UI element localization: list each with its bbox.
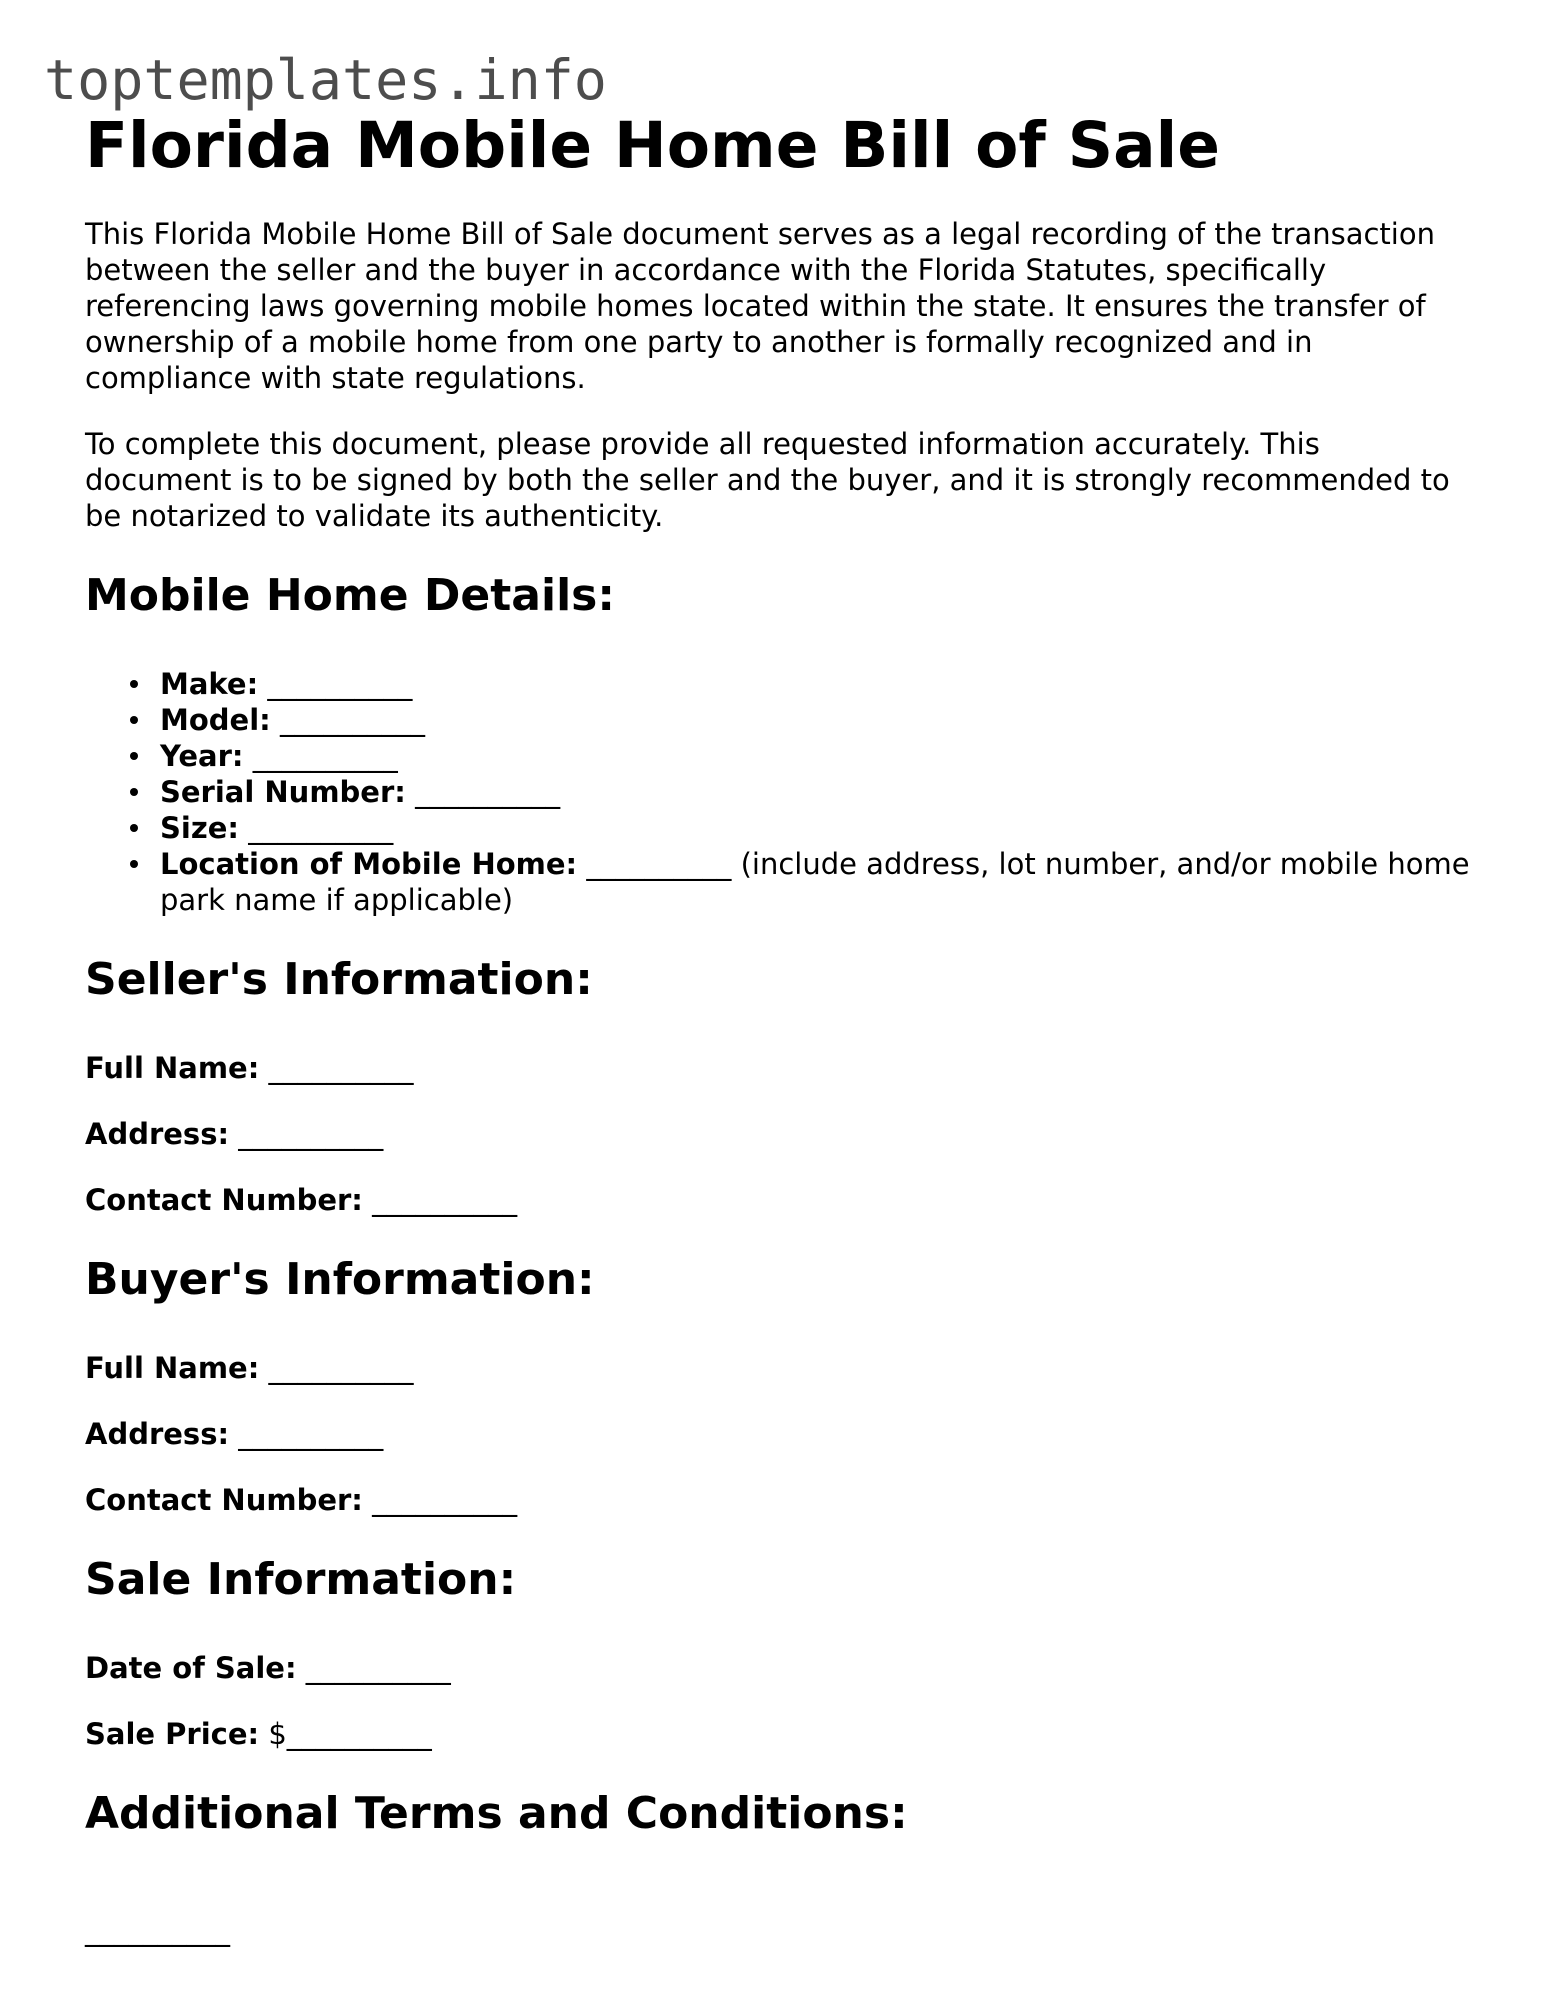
sale-price-blank[interactable]: __________: [286, 1717, 432, 1751]
location-note: (include address, lot number, and/or mobile home park name if applicable): [160, 847, 1470, 917]
sale-price-field: [85, 1716, 1475, 1752]
model-blank[interactable]: __________: [279, 703, 425, 737]
additional-terms-blank[interactable]: __________: [85, 1913, 230, 1947]
serial-number-label: Serial Number:: [160, 775, 406, 809]
watermark: toptemplates.info: [44, 48, 607, 112]
seller-full-name-blank[interactable]: __________: [268, 1051, 414, 1085]
size-blank[interactable]: __________: [248, 811, 394, 845]
make-blank[interactable]: __________: [267, 667, 413, 701]
sale-information-heading: Sale Information:: [85, 1554, 517, 1605]
size-label: Size:: [160, 811, 239, 845]
location-label: Location of Mobile Home:: [160, 847, 578, 881]
document-page: [85, 106, 1475, 1948]
buyer-full-name-field: [85, 1350, 1475, 1386]
list-item-year: [160, 738, 1475, 774]
list-item-location: [160, 846, 1475, 918]
serial-number-blank[interactable]: __________: [415, 775, 561, 809]
seller-full-name-field: [85, 1050, 1475, 1086]
make-label: Make:: [160, 667, 259, 701]
buyer-contact-blank[interactable]: __________: [372, 1483, 518, 1517]
seller-address-label: Address:: [85, 1117, 230, 1151]
buyer-full-name-blank[interactable]: __________: [268, 1351, 414, 1385]
seller-address-field: [85, 1116, 1475, 1152]
intro-paragraph: This Florida Mobile Home Bill of Sale document serves as a legal recording of the transaction between the seller and the buyer in accordance with the Florida Statutes, specifically referencing laws governing mobile homes located within the state. It ensures the transfer of ownership of a mobile home from one party to another is formally recognized and in compliance with state regulations.: [85, 217, 1435, 395]
mobile-home-details-list: [85, 666, 1475, 918]
list-item-size: [160, 810, 1475, 846]
date-of-sale-label: Date of Sale:: [85, 1651, 297, 1685]
list-item-serial-number: [160, 774, 1475, 810]
seller-contact-blank[interactable]: __________: [372, 1183, 518, 1217]
dollar-sign: $: [268, 1717, 287, 1751]
buyer-address-blank[interactable]: __________: [238, 1417, 384, 1451]
mobile-home-details-heading: Mobile Home Details:: [85, 570, 615, 621]
buyer-information-heading: Buyer's Information:: [85, 1254, 595, 1305]
buyer-contact-label: Contact Number:: [85, 1483, 363, 1517]
seller-full-name-label: Full Name:: [85, 1051, 260, 1085]
list-item-model: [160, 702, 1475, 738]
buyer-contact-field: [85, 1482, 1475, 1518]
location-blank[interactable]: __________: [586, 847, 732, 881]
document-title: Florida Mobile Home Bill of Sale: [85, 109, 1220, 182]
year-label: Year:: [160, 739, 244, 773]
date-of-sale-blank[interactable]: __________: [305, 1651, 451, 1685]
sale-price-label: Sale Price:: [85, 1717, 260, 1751]
buyer-address-field: [85, 1416, 1475, 1452]
model-label: Model:: [160, 703, 271, 737]
list-item-make: [160, 666, 1475, 702]
buyer-address-label: Address:: [85, 1417, 230, 1451]
seller-contact-label: Contact Number:: [85, 1183, 363, 1217]
seller-contact-field: [85, 1182, 1475, 1218]
additional-terms-heading: Additional Terms and Conditions:: [85, 1788, 908, 1839]
date-of-sale-field: [85, 1650, 1475, 1686]
year-blank[interactable]: __________: [252, 739, 398, 773]
instructions-paragraph: To complete this document, please provide all requested information accurately. This document is to be signed by both the seller and the buyer, and it is strongly recommended to be notarized to validate its authenticity.: [85, 427, 1450, 533]
seller-information-heading: Seller's Information:: [85, 954, 593, 1005]
buyer-full-name-label: Full Name:: [85, 1351, 260, 1385]
seller-address-blank[interactable]: __________: [238, 1117, 384, 1151]
